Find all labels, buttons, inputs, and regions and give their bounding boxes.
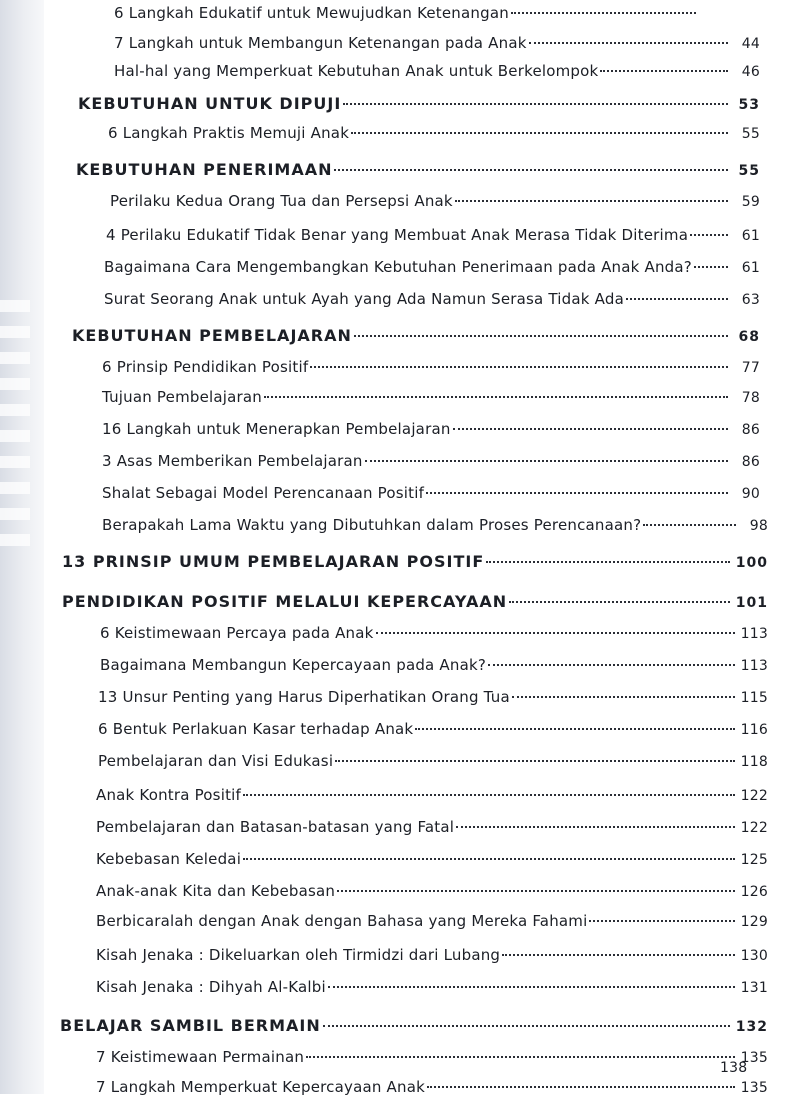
- toc-title: Hal-hal yang Memperkuat Kebutuhan Anak untuk Berkelompok: [114, 62, 599, 80]
- toc-title: 7 Langkah Memperkuat Kepercayaan Anak: [96, 1078, 425, 1096]
- dot-leader: [589, 920, 734, 922]
- toc-entry: [98, 688, 768, 706]
- toc-title: Berbicaralah dengan Anak dengan Bahasa yang Mereka Fahami: [96, 912, 588, 930]
- dot-leader: [243, 794, 735, 796]
- toc-page: 61: [741, 260, 760, 276]
- dot-leader: [453, 428, 728, 430]
- toc-page: 101: [735, 595, 768, 611]
- dot-leader: [264, 396, 728, 398]
- toc-chapter: [60, 1016, 768, 1035]
- dot-leader: [306, 1056, 735, 1058]
- toc-page-orphan: [720, 1060, 768, 1076]
- toc-entry: [114, 4, 728, 22]
- toc-entry: [100, 656, 768, 674]
- toc-page: 86: [741, 454, 760, 470]
- toc-page: 138: [720, 1060, 748, 1076]
- toc-entry: [102, 484, 760, 502]
- toc-title: Bagaimana Membangun Kepercayaan pada Anak?: [100, 656, 487, 674]
- toc-chapter: [76, 160, 760, 179]
- toc-entry: [96, 912, 768, 930]
- toc-page: 118: [740, 754, 768, 770]
- dot-leader: [502, 954, 735, 956]
- toc-title: 7 Keistimewaan Permainan: [96, 1048, 305, 1066]
- toc-page: 100: [735, 555, 768, 571]
- dot-leader: [337, 890, 735, 892]
- toc-title: 6 Langkah Praktis Memuji Anak: [108, 124, 350, 142]
- toc-title: 13 PRINSIP UMUM PEMBELAJARAN POSITIF: [62, 552, 485, 571]
- toc-page: 129: [740, 914, 768, 930]
- toc-title: Kebebasan Keledai: [96, 850, 242, 868]
- dot-leader: [643, 524, 736, 526]
- toc-entry: [114, 62, 760, 80]
- dot-leader: [427, 1086, 735, 1088]
- toc-page: 61: [741, 228, 760, 244]
- toc-title: Perilaku Kedua Orang Tua dan Persepsi Anak: [110, 192, 453, 210]
- toc-entry: [114, 34, 760, 52]
- toc-page: 63: [741, 292, 760, 308]
- toc-page: 125: [740, 852, 768, 868]
- toc-title: KEBUTUHAN PEMBELAJARAN: [72, 326, 352, 345]
- toc-chapter: [78, 94, 760, 113]
- toc-title: 6 Bentuk Perlakuan Kasar terhadap Anak: [98, 720, 414, 738]
- toc-title: Kisah Jenaka : Dikeluarkan oleh Tirmidzi dari Lubang: [96, 946, 501, 964]
- toc-chapter: [72, 326, 760, 345]
- toc-entry: [102, 420, 760, 438]
- toc-page: 55: [741, 126, 760, 142]
- toc-page: 135: [740, 1080, 768, 1096]
- toc-entry: [100, 624, 768, 642]
- toc-title: KEBUTUHAN PENERIMAAN: [76, 160, 333, 179]
- dot-leader: [529, 42, 728, 44]
- toc-page: 131: [740, 980, 768, 996]
- toc-title: 6 Keistimewaan Percaya pada Anak: [100, 624, 374, 642]
- dot-leader: [354, 335, 728, 337]
- toc-title: Bagaimana Cara Mengembangkan Kebutuhan Penerimaan pada Anak Anda?: [104, 258, 692, 276]
- toc-page: 90: [741, 486, 760, 502]
- toc-entry: [96, 850, 768, 868]
- dot-leader: [365, 460, 728, 462]
- toc-title: Kisah Jenaka : Dihyah Al-Kalbi: [96, 978, 326, 996]
- toc-page: 59: [741, 194, 760, 210]
- toc-page: 126: [740, 884, 768, 900]
- toc-title: 7 Langkah untuk Membangun Ketenangan pada Anak: [114, 34, 527, 52]
- toc-entry: [104, 290, 760, 308]
- toc-title: Anak-anak Kita dan Kebebasan: [96, 882, 336, 900]
- toc-entry: [102, 516, 768, 534]
- toc-title: 13 Unsur Penting yang Harus Diperhatikan Orang Tua: [98, 688, 510, 706]
- toc-title: 4 Perilaku Edukatif Tidak Benar yang Membuat Anak Merasa Tidak Diterima: [106, 226, 689, 244]
- dot-leader: [456, 826, 735, 828]
- toc-page: 122: [740, 820, 768, 836]
- toc-page: 78: [741, 390, 760, 406]
- dot-leader: [486, 561, 729, 563]
- toc-entry: [104, 258, 760, 276]
- toc-page: 115: [740, 690, 768, 706]
- dot-leader: [694, 266, 728, 268]
- dot-leader: [351, 132, 728, 134]
- dot-leader: [455, 200, 728, 202]
- toc-entry: [98, 752, 768, 770]
- toc-title: Pembelajaran dan Batasan-batasan yang Fatal: [96, 818, 455, 836]
- toc-page: 77: [741, 360, 760, 376]
- toc-entry: [96, 882, 768, 900]
- toc-title: BELAJAR SAMBIL BERMAIN: [60, 1016, 321, 1035]
- toc-title: Pembelajaran dan Visi Edukasi: [98, 752, 334, 770]
- dot-leader: [334, 169, 728, 171]
- dot-leader: [488, 664, 735, 666]
- toc-title: Tujuan Pembelajaran: [102, 388, 263, 406]
- dot-leader: [376, 632, 735, 634]
- toc-entry: [98, 720, 768, 738]
- toc-title: Surat Seorang Anak untuk Ayah yang Ada Namun Serasa Tidak Ada: [104, 290, 624, 308]
- toc-title: KEBUTUHAN UNTUK DIPUJI: [78, 94, 342, 113]
- dot-leader: [626, 298, 728, 300]
- toc-page: 135: [740, 1050, 768, 1066]
- toc-page: 68: [738, 329, 760, 345]
- toc-entry: [96, 1078, 768, 1096]
- toc-title: Shalat Sebagai Model Perencanaan Positif: [102, 484, 425, 502]
- toc-chapter: [62, 552, 768, 571]
- toc-page: 53: [738, 97, 760, 113]
- toc-page: 44: [741, 36, 760, 52]
- toc-entry: [102, 452, 760, 470]
- toc-title: 6 Langkah Edukatif untuk Mewujudkan Ketenangan: [114, 4, 509, 22]
- toc-page: 116: [740, 722, 768, 738]
- toc-entry: [96, 786, 768, 804]
- dot-leader: [335, 760, 734, 762]
- toc-entry: [106, 226, 760, 244]
- toc-entry: [96, 946, 768, 964]
- dot-leader: [690, 234, 728, 236]
- toc-entry: [110, 192, 760, 210]
- dot-leader: [509, 601, 730, 603]
- toc-chapter: [62, 592, 768, 611]
- toc-title: PENDIDIKAN POSITIF MELALUI KEPERCAYAAN: [62, 592, 508, 611]
- toc-title: 3 Asas Memberikan Pembelajaran: [102, 452, 363, 470]
- toc-entry: [102, 388, 760, 406]
- dot-leader: [323, 1025, 730, 1027]
- toc-page: 130: [740, 948, 768, 964]
- toc-entry: [108, 124, 760, 142]
- toc-page: 113: [740, 658, 768, 674]
- toc-page: 46: [741, 64, 760, 80]
- dot-leader: [328, 986, 735, 988]
- toc-page: 122: [740, 788, 768, 804]
- toc-title: 6 Prinsip Pendidikan Positif: [102, 358, 309, 376]
- toc-page: 98: [749, 518, 768, 534]
- toc-title: Berapakah Lama Waktu yang Dibutuhkan dalam Proses Perencanaan?: [102, 516, 642, 534]
- toc-page: 86: [741, 422, 760, 438]
- toc-entry: [96, 1048, 768, 1066]
- toc-entry: [96, 978, 768, 996]
- dot-leader: [243, 858, 735, 860]
- dot-leader: [310, 366, 728, 368]
- toc-page: 132: [735, 1019, 768, 1035]
- toc-title: 16 Langkah untuk Menerapkan Pembelajaran: [102, 420, 451, 438]
- toc-entry: [102, 358, 760, 376]
- toc-page: 113: [740, 626, 768, 642]
- dot-leader: [511, 12, 696, 14]
- dot-leader: [343, 103, 728, 105]
- dot-leader: [600, 70, 728, 72]
- toc-page: 55: [738, 163, 760, 179]
- toc-title: Anak Kontra Positif: [96, 786, 241, 804]
- toc-entry: [96, 818, 768, 836]
- dot-leader: [426, 492, 728, 494]
- dot-leader: [512, 696, 735, 698]
- dot-leader: [415, 728, 734, 730]
